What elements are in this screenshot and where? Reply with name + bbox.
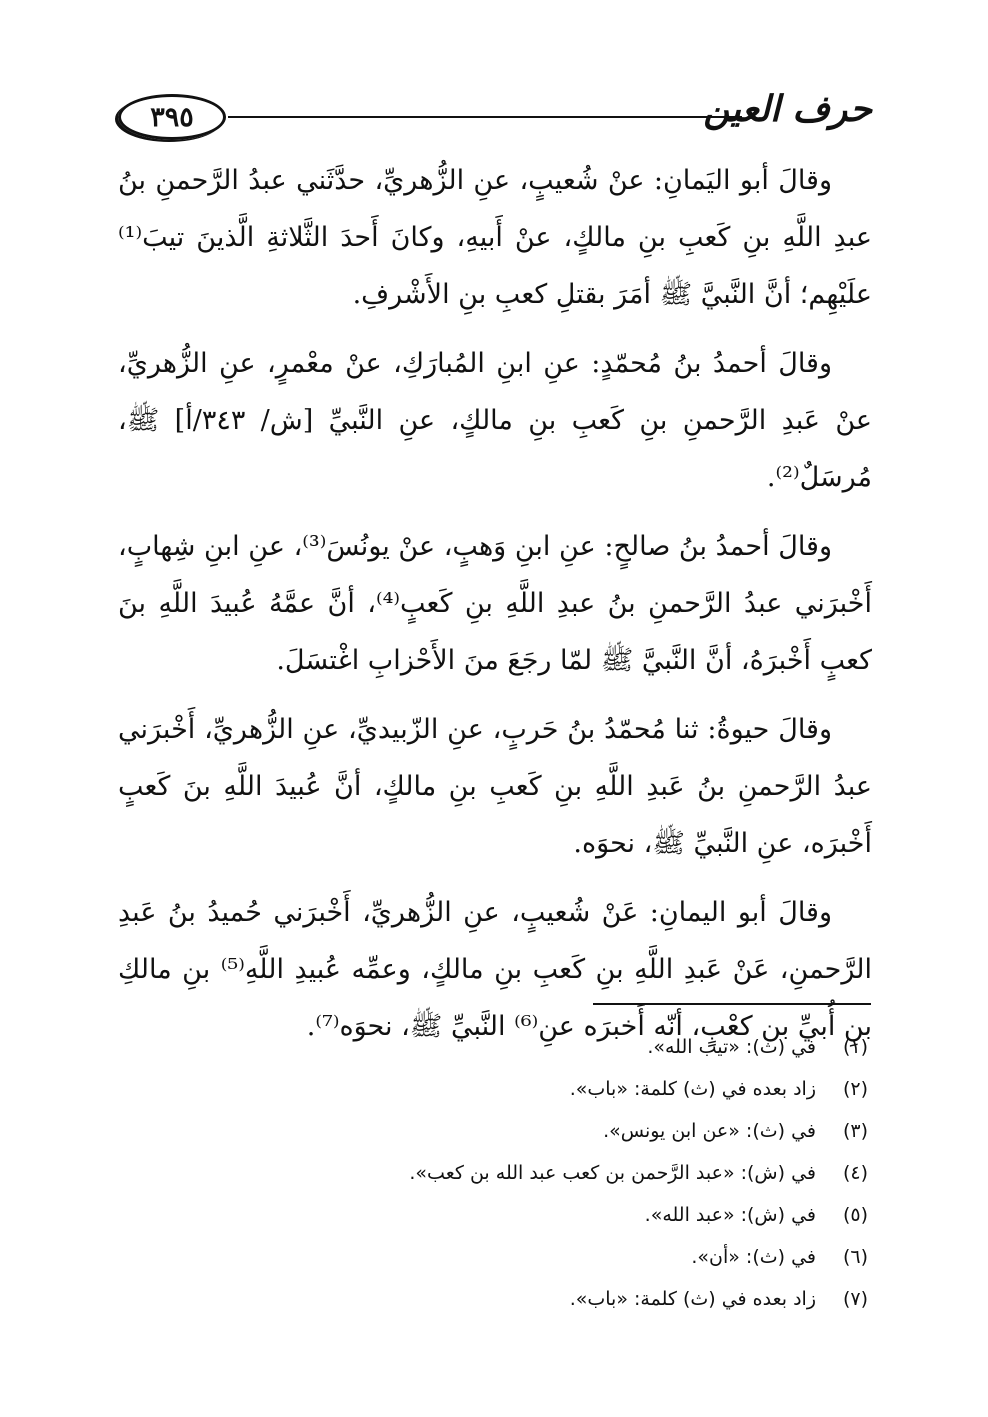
footnote xyxy=(268,1026,868,1068)
footnote-number: (٢) xyxy=(842,1078,868,1100)
footnote-text: زاد بعده في (ث) كلمة: «باب». xyxy=(569,1078,816,1100)
footnote xyxy=(268,1068,868,1110)
footnote-text: في (ث): «أن». xyxy=(691,1246,816,1268)
footnote-text: زاد بعده في (ث) كلمة: «باب». xyxy=(569,1288,816,1310)
paragraph: وقالَ أحمدُ بنُ مُحمّدٍ: عنِ ابنِ المُبارَكِ، عنْ معْمرٍ، عنِ الزُّهريِّ، عنْ عَبدِ الرَّحمنِ بنِ كَعبِ بنِ مالكٍ، عنِ النَّبيِّ [ش/ ٣٤٣/أ] ﷺ، مُرسَلٌ⁽²⁾. xyxy=(118,348,873,493)
footnote xyxy=(268,1236,868,1278)
footnote xyxy=(268,1152,868,1194)
footnote-divider xyxy=(593,1003,871,1005)
footnote xyxy=(268,1110,868,1152)
footnote-text: في (ث): «عن ابن يونس». xyxy=(603,1120,816,1142)
footnote xyxy=(268,1194,868,1236)
footnote-number: (٥) xyxy=(842,1204,868,1226)
paragraph: وقالَ أحمدُ بنُ صالحٍ: عنِ ابنِ وَهبٍ، عنْ يونُسَ⁽³⁾، عنِ ابنِ شِهابٍ، أَخْبرَني عبدُ الرَّحمنِ بنُ عبدِ اللَّهِ بنِ كَعبٍ⁽⁴⁾، أنَّ عمَّهُ عُبيدَ اللَّهِ بنَ كعبٍ أَخْبرَهُ، أنَّ النَّبيَّ ﷺ لمّا رجَعَ منَ الأَحْزابِ اغْتسَلَ. xyxy=(118,531,872,676)
header-rule xyxy=(228,116,742,118)
paragraph: وقالَ أبو اليمانِ: عَنْ شُعيبٍ، عنِ الزُّهريِّ، أَخْبرَني حُميدُ بنُ عَبدِ الرَّحمنِ، عَنْ عَبدِ اللَّهِ بنِ كَعبِ بنِ مالكٍ، وعمِّه عُبيدِ اللَّهِ⁽⁵⁾ بنِ مالكِ بنِ أُبيِّ بن كعْبٍ، أنّه أَخبرَه عنِ⁽⁶⁾ النَّبيِّ ﷺ، نحوَه⁽⁷⁾. xyxy=(118,897,872,1042)
page-header xyxy=(118,88,872,142)
footnote-number: (٧) xyxy=(842,1288,868,1310)
footnote xyxy=(268,1278,868,1320)
paragraph: وقالَ أبو اليَمانِ: عنْ شُعيبٍ، عنِ الزُّهريِّ، حدَّثَني عبدُ الرَّحمنِ بنُ عبدِ اللَّهِ بنِ كَعبِ بنِ مالكٍ، عنْ أَبيهِ، وكانَ أَحدَ الثَّلاثةِ الَّذينَ تيبَ⁽¹⁾ علَيْهِم؛ أنَّ النَّبيَّ ﷺ أمَرَ بقتلِ كعبِ بنِ الأَشْرفِ. xyxy=(118,165,872,310)
footnote-text: في (ث): «تيب الله». xyxy=(647,1036,816,1058)
paragraph: وقالَ حيوةُ: ثنا مُحمّدُ بنُ حَربٍ، عنِ الزّبيديِّ، عنِ الزُّهريِّ، أَخْبرَني عبدُ الرَّحمنِ بنُ عَبدِ اللَّهِ بنِ كَعبِ بنِ مالكٍ، أنَّ عُبيدَ اللَّهِ بنَ كَعبٍ أَخْبرَه، عنِ النَّبيِّ ﷺ، نحوَه. xyxy=(118,714,872,859)
footnote-number: (١) xyxy=(842,1036,868,1058)
footnote-number: (٦) xyxy=(842,1246,868,1268)
main-text xyxy=(118,152,872,1067)
footnotes-list xyxy=(268,1026,868,1320)
footnote-text: في (ش): «عبد الرَّحمن بن كعب عبد الله بن كعب». xyxy=(409,1162,816,1184)
footnote-text: في (ش): «عبد الله». xyxy=(644,1204,816,1226)
footnote-number: (٣) xyxy=(842,1120,868,1142)
page-number: ٣٩٥ xyxy=(118,94,226,140)
footnote-number: (٤) xyxy=(842,1162,868,1184)
chapter-title: حرف العين xyxy=(703,88,872,130)
